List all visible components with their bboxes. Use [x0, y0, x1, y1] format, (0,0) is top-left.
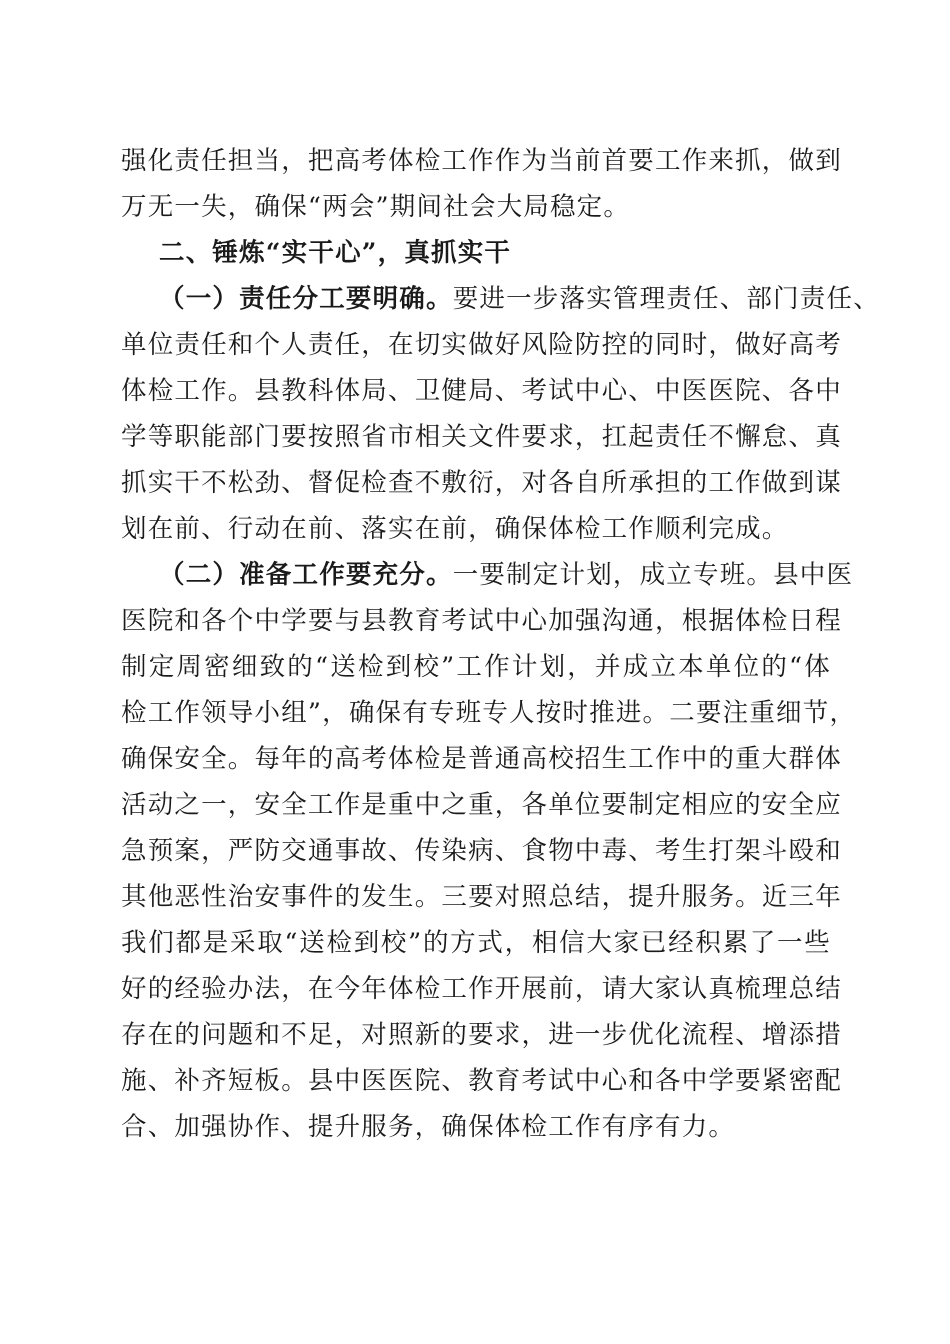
paragraph-line: 活动之一，安全工作是重中之重，各单位要制定相应的安全应	[121, 790, 842, 820]
paragraph-line: 体检工作。县教科体局、卫健局、考试中心、中医医院、各中	[121, 376, 842, 406]
subsection-1-heading: （一）责任分工要明确。	[159, 284, 453, 314]
paragraph-line: 医院和各个中学要与县教育考试中心加强沟通，根据体检日程	[121, 606, 842, 636]
paragraph-line: 确保安全。每年的高考体检是普通高校招生工作中的重大群体	[121, 744, 842, 774]
paragraph-line: 制定周密细致的“送检到校”工作计划，并成立本单位的“体	[121, 652, 831, 682]
paragraph-line: 强化责任担当，把高考体检工作作为当前首要工作来抓，做到	[121, 146, 842, 176]
paragraph-line: 合、加强协作、提升服务，确保体检工作有序有力。	[121, 1112, 736, 1142]
subsection-2-heading: （二）准备工作要充分。	[159, 560, 453, 590]
paragraph-line: 存在的问题和不足，对照新的要求，进一步优化流程、增添措	[121, 1020, 842, 1050]
paragraph-line: 好的经验办法，在今年体检工作开展前，请大家认真梳理总结	[121, 974, 842, 1004]
paragraph-line: 划在前、行动在前、落实在前，确保体检工作顺利完成。	[121, 514, 789, 544]
subsection-2-first-line	[159, 557, 854, 593]
subsection-1-first-line-text: 要进一步落实管理责任、部门责任、	[452, 284, 880, 314]
paragraph-line: 其他恶性治安事件的发生。三要对照总结，提升服务。近三年	[121, 882, 842, 912]
subsection-1-first-line	[159, 281, 880, 317]
paragraph-line: 抓实干不松劲、督促检查不敷衍，对各自所承担的工作做到谋	[121, 468, 842, 498]
paragraph-line: 施、补齐短板。县中医医院、教育考试中心和各中学要紧密配	[121, 1066, 842, 1096]
section-heading: 二、锤炼“实干心”，真抓实干	[159, 238, 512, 268]
paragraph-line: 万无一失，确保“两会”期间社会大局稳定。	[121, 192, 631, 222]
paragraph-line: 单位责任和个人责任，在切实做好风险防控的同时，做好高考	[121, 330, 842, 360]
paragraph-line: 急预案，严防交通事故、传染病、食物中毒、考生打架斗殴和	[121, 836, 842, 866]
subsection-2-first-line-text: 一要制定计划，成立专班。县中医	[452, 560, 854, 590]
paragraph-line: 检工作领导小组”，确保有专班专人按时推进。二要注重细节，	[121, 698, 857, 728]
paragraph-line: 我们都是采取“送检到校”的方式，相信大家已经积累了一些	[121, 928, 831, 958]
paragraph-line: 学等职能部门要按照省市相关文件要求，扛起责任不懈怠、真	[121, 422, 842, 452]
